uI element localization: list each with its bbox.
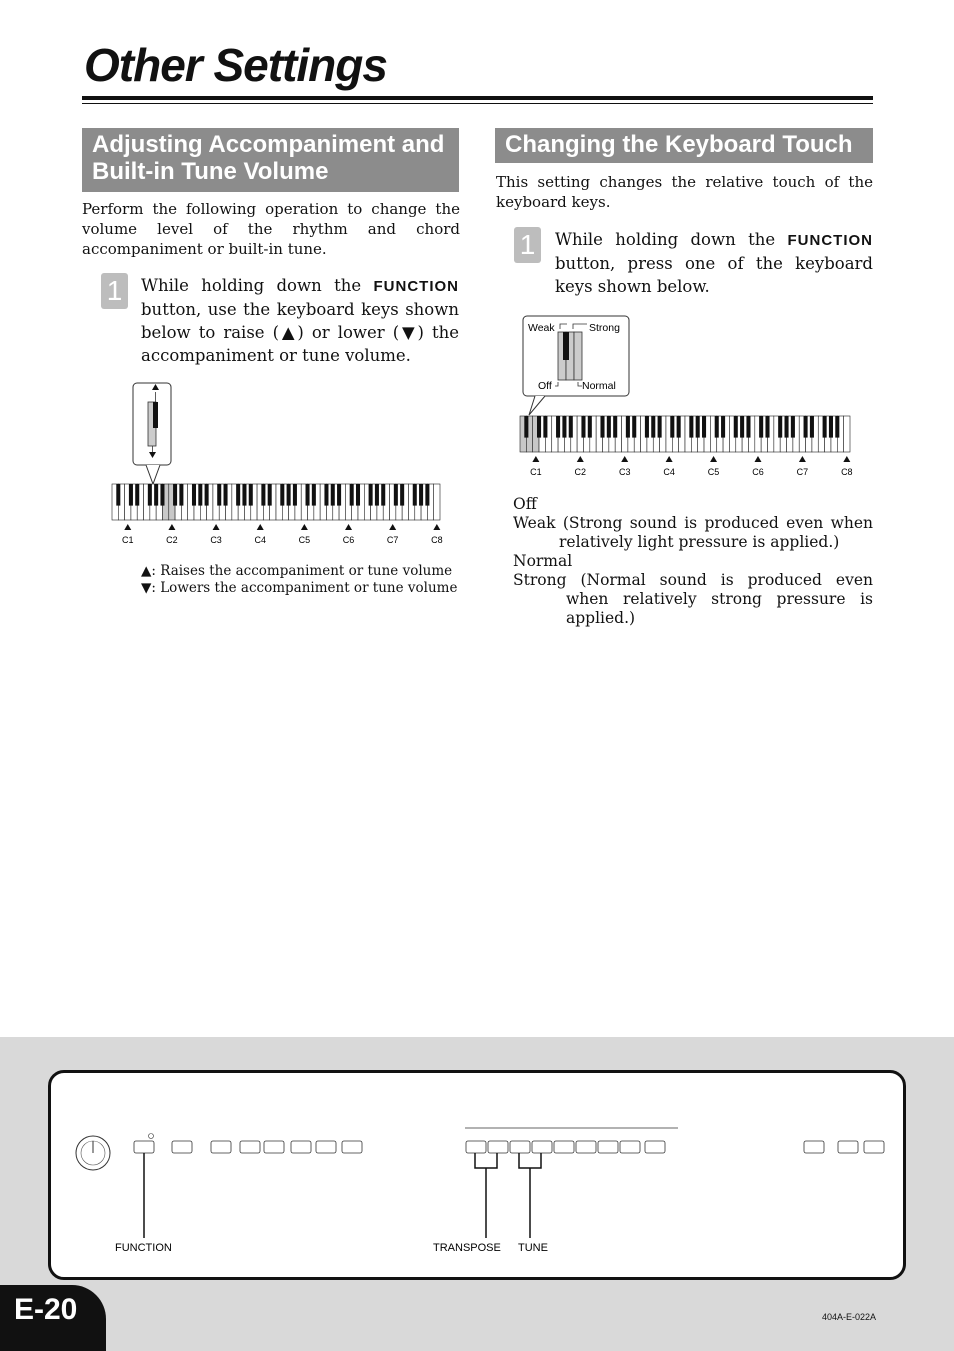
keyboard-svg bbox=[515, 312, 855, 477]
black-key bbox=[375, 484, 379, 506]
black-key bbox=[759, 416, 763, 438]
volume-legend bbox=[141, 563, 461, 597]
touch-options bbox=[513, 495, 873, 628]
black-key bbox=[268, 484, 272, 506]
heading-line: Adjusting Accompaniment and bbox=[92, 131, 445, 158]
callout-key bbox=[574, 332, 582, 380]
black-key bbox=[236, 484, 240, 506]
button-group bbox=[466, 1141, 665, 1153]
black-key bbox=[205, 484, 209, 506]
callout-black-key bbox=[153, 402, 158, 428]
octave-label: C6 bbox=[342, 535, 355, 545]
page-number: E-20 bbox=[0, 1285, 106, 1351]
black-key bbox=[734, 416, 738, 438]
panel-button bbox=[488, 1141, 508, 1153]
tune-bracket bbox=[519, 1153, 541, 1168]
black-key bbox=[804, 416, 808, 438]
panel-button bbox=[532, 1141, 552, 1153]
touch-step-text bbox=[555, 228, 873, 298]
split-button bbox=[804, 1141, 824, 1153]
button-group bbox=[211, 1141, 362, 1153]
black-key bbox=[651, 416, 655, 438]
black-key bbox=[413, 484, 417, 506]
reverb-button bbox=[838, 1141, 858, 1153]
label-weak: Weak bbox=[528, 322, 555, 334]
panel-button bbox=[316, 1141, 336, 1153]
black-key bbox=[524, 416, 528, 438]
black-key bbox=[740, 416, 744, 438]
function-label: FUNCTION bbox=[115, 1242, 172, 1254]
black-key bbox=[381, 484, 385, 506]
black-key bbox=[823, 416, 827, 438]
octave-marker-arrow bbox=[433, 524, 440, 530]
black-key bbox=[810, 416, 814, 438]
black-key bbox=[249, 484, 253, 506]
white-key bbox=[434, 484, 440, 520]
control-panel-diagram bbox=[48, 1070, 906, 1280]
page-title: Other Settings bbox=[84, 39, 387, 91]
panel-button bbox=[211, 1141, 231, 1153]
octave-label: C3 bbox=[618, 467, 631, 477]
black-key bbox=[562, 416, 566, 438]
octave-label: C2 bbox=[574, 467, 587, 477]
black-key bbox=[419, 484, 423, 506]
indicator-led bbox=[149, 1134, 154, 1139]
transpose-label: TRANSPOSE bbox=[433, 1242, 501, 1254]
step-text-post: button, use the keyboard keys shown below to raise (▲) or lower (▼) the accompaniment or tune volume. bbox=[141, 300, 459, 365]
black-key bbox=[556, 416, 560, 438]
black-key bbox=[280, 484, 284, 506]
black-key bbox=[394, 484, 398, 506]
panel-button bbox=[598, 1141, 618, 1153]
black-key bbox=[537, 416, 541, 438]
black-key bbox=[746, 416, 750, 438]
black-key bbox=[829, 416, 833, 438]
section-heading-touch: Changing the Keyboard Touch bbox=[495, 128, 873, 163]
panel-button bbox=[291, 1141, 311, 1153]
octave-label: C5 bbox=[298, 535, 311, 545]
title-rule-thick bbox=[82, 96, 873, 100]
octave-label: C2 bbox=[166, 535, 178, 545]
black-key bbox=[173, 484, 177, 506]
black-key bbox=[400, 484, 404, 506]
octave-label: C1 bbox=[122, 535, 134, 545]
volume-step-text bbox=[141, 274, 459, 367]
octave-marker-arrow bbox=[257, 524, 264, 530]
legend-raise: ▲: Raises the accompaniment or tune volume bbox=[141, 563, 453, 579]
octave-marker-arrow bbox=[577, 456, 584, 462]
black-key bbox=[425, 484, 429, 506]
black-key bbox=[696, 416, 700, 438]
label-off: Off bbox=[538, 380, 552, 392]
black-key bbox=[835, 416, 839, 438]
black-key bbox=[369, 484, 373, 506]
touch-keyboard-diagram bbox=[515, 312, 855, 477]
black-key bbox=[626, 416, 630, 438]
octave-marker-arrow bbox=[532, 456, 539, 462]
panel-button bbox=[510, 1141, 530, 1153]
octave-marker-arrow bbox=[843, 456, 850, 462]
label-strong: Strong bbox=[589, 322, 620, 334]
callout-pointer bbox=[529, 396, 545, 415]
black-key bbox=[778, 416, 782, 438]
black-key bbox=[148, 484, 152, 506]
octave-marker-arrow bbox=[124, 524, 131, 530]
black-key bbox=[613, 416, 617, 438]
black-key bbox=[702, 416, 706, 438]
legend-lower: ▼: Lowers the accompaniment or tune volume bbox=[141, 580, 458, 596]
step-text-pre: While holding down the bbox=[555, 230, 776, 249]
black-key bbox=[224, 484, 228, 506]
black-key bbox=[324, 484, 328, 506]
touch-intro: This setting changes the relative touch of the keyboard keys. bbox=[496, 173, 873, 211]
octave-label: C7 bbox=[386, 535, 399, 545]
octave-marker-arrow bbox=[301, 524, 308, 530]
octave-label: C3 bbox=[210, 535, 222, 545]
octave-marker-arrow bbox=[621, 456, 628, 462]
octave-marker-arrow bbox=[168, 524, 175, 530]
black-key bbox=[242, 484, 246, 506]
octave-label: C4 bbox=[663, 467, 675, 477]
callout-pointer bbox=[146, 465, 160, 484]
black-key bbox=[293, 484, 297, 506]
panel-button bbox=[645, 1141, 665, 1153]
black-key bbox=[588, 416, 592, 438]
black-key bbox=[721, 416, 725, 438]
white-key bbox=[844, 416, 850, 452]
title-rule-thin bbox=[82, 103, 873, 104]
black-key bbox=[600, 416, 604, 438]
black-key bbox=[350, 484, 354, 506]
octave-label: C8 bbox=[431, 535, 443, 545]
option-normal bbox=[513, 552, 873, 571]
black-key bbox=[306, 484, 310, 506]
black-key bbox=[287, 484, 291, 506]
volume-keyboard-diagram bbox=[106, 380, 446, 545]
black-key bbox=[677, 416, 681, 438]
black-key bbox=[645, 416, 649, 438]
octave-marker-arrow bbox=[799, 456, 806, 462]
black-key bbox=[658, 416, 662, 438]
callout-black-key bbox=[563, 332, 569, 360]
black-key bbox=[198, 484, 202, 506]
function-keyword: FUNCTION bbox=[787, 232, 873, 249]
octave-label: C8 bbox=[841, 467, 853, 477]
black-key bbox=[116, 484, 120, 506]
black-key bbox=[312, 484, 316, 506]
panel-button bbox=[172, 1141, 192, 1153]
keyboard-svg bbox=[106, 380, 446, 545]
label-normal: Normal bbox=[582, 380, 616, 392]
option-name: Strong bbox=[513, 571, 567, 589]
panel-button bbox=[576, 1141, 596, 1153]
function-keyword: FUNCTION bbox=[373, 278, 459, 295]
heading-line: Built-in Tune Volume bbox=[92, 158, 329, 185]
black-key bbox=[356, 484, 360, 506]
octave-label: C6 bbox=[752, 467, 764, 477]
transpose-bracket bbox=[475, 1153, 497, 1168]
option-off bbox=[513, 495, 873, 514]
panel-button bbox=[264, 1141, 284, 1153]
octave-marker-arrow bbox=[213, 524, 220, 530]
function-button bbox=[134, 1141, 154, 1153]
black-key bbox=[607, 416, 611, 438]
tune-label: TUNE bbox=[518, 1242, 548, 1254]
black-key bbox=[715, 416, 719, 438]
octave-marker-arrow bbox=[710, 456, 717, 462]
step-number: 1 bbox=[514, 227, 541, 263]
chorus-button bbox=[864, 1141, 884, 1153]
option-name: Off bbox=[513, 495, 537, 513]
octave-marker-arrow bbox=[389, 524, 396, 530]
black-key bbox=[331, 484, 335, 506]
octave-marker-arrow bbox=[666, 456, 673, 462]
step-text-post: button, press one of the keyboard keys shown below. bbox=[555, 254, 873, 296]
option-desc: (Normal sound is produced even when relatively strong pressure is applied.) bbox=[566, 571, 873, 627]
black-key bbox=[129, 484, 133, 506]
black-key bbox=[154, 484, 158, 506]
black-key bbox=[791, 416, 795, 438]
black-key bbox=[689, 416, 693, 438]
black-key bbox=[670, 416, 674, 438]
panel-button bbox=[342, 1141, 362, 1153]
section-heading-volume bbox=[82, 128, 459, 192]
octave-label: C7 bbox=[796, 467, 809, 477]
panel-button bbox=[466, 1141, 486, 1153]
black-key bbox=[543, 416, 547, 438]
option-name: Weak bbox=[513, 514, 556, 532]
panel-button bbox=[554, 1141, 574, 1153]
black-key bbox=[261, 484, 265, 506]
step-text-pre: While holding down the bbox=[141, 276, 362, 295]
option-weak bbox=[513, 514, 873, 552]
option-strong bbox=[513, 571, 873, 628]
document-code: 404A-E-022A bbox=[822, 1312, 877, 1322]
octave-marker-arrow bbox=[345, 524, 352, 530]
volume-intro: Perform the following operation to change the volume level of the rhythm and chord accompaniment or built-in tune. bbox=[82, 200, 460, 258]
control-panel-svg bbox=[51, 1073, 903, 1277]
black-key bbox=[632, 416, 636, 438]
panel-button bbox=[620, 1141, 640, 1153]
step-number: 1 bbox=[101, 273, 128, 309]
octave-marker-arrow bbox=[754, 456, 761, 462]
octave-label: C5 bbox=[707, 467, 720, 477]
black-key bbox=[135, 484, 139, 506]
black-key bbox=[160, 484, 164, 506]
black-key bbox=[785, 416, 789, 438]
panel-button bbox=[240, 1141, 260, 1153]
option-desc: (Strong sound is produced even when relatively light pressure is applied.) bbox=[559, 514, 873, 551]
black-key bbox=[337, 484, 341, 506]
black-key bbox=[765, 416, 769, 438]
octave-label: C4 bbox=[254, 535, 266, 545]
black-key bbox=[581, 416, 585, 438]
option-name: Normal bbox=[513, 552, 573, 570]
black-key bbox=[192, 484, 196, 506]
black-key bbox=[179, 484, 183, 506]
octave-label: C1 bbox=[530, 467, 542, 477]
black-key bbox=[569, 416, 573, 438]
black-key bbox=[217, 484, 221, 506]
